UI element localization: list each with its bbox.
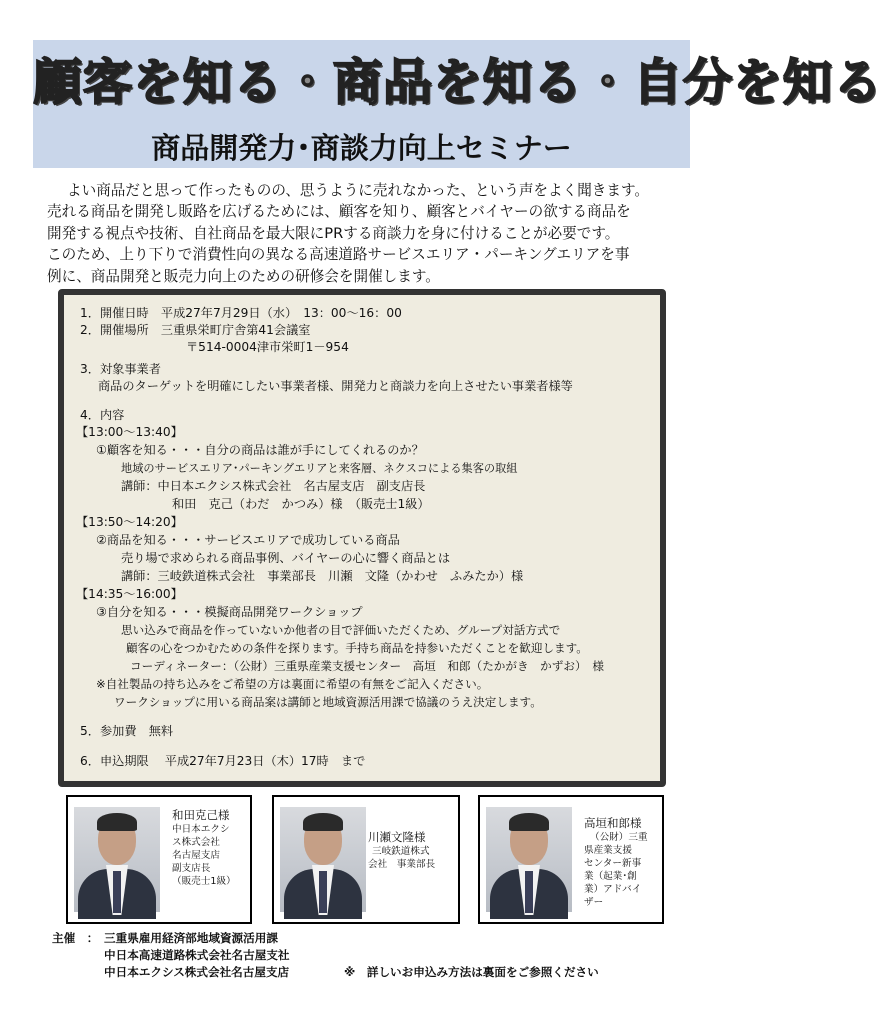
speaker-affiliation: 副支店長 [172, 863, 211, 874]
speaker-affiliation: （販売士1級） [172, 876, 236, 887]
speaker-affiliation: 中日本エクシ [172, 824, 230, 835]
speaker-photo [486, 807, 572, 912]
speaker-affiliation: センター新事 [584, 858, 642, 869]
session3-time: 【14:35～16:00】 [76, 587, 183, 601]
session1-title: ①顧客を知る・・・自分の商品は誰が手にしてくれるのか？ [96, 443, 424, 457]
intro-line: 例に、商品開発と販売力向上のための研修会を開催します。 [47, 267, 440, 285]
speaker-affiliation: （公財）三重 [590, 832, 648, 843]
speaker-name: 和田克己様 [172, 808, 230, 822]
session2-title: ②商品を知る・・・サービスエリアで成功している商品 [96, 533, 400, 547]
application-note: ※ 詳しいお申込み方法は裏面をご参照ください [344, 965, 599, 979]
session1-lecturer: 講師：中日本エクシス株式会社 名古屋支店 副支店長 [121, 479, 426, 493]
event-address: 〒514-0004津市栄町1－954 [186, 340, 349, 354]
event-date: 1．開催日時 平成27年7月29日（水） 13：00～16：00 [80, 306, 402, 320]
session2-lecturer: 講師：三岐鉄道株式会社 事業部長 川瀬 文隆（かわせ ふみたか）様 [121, 569, 524, 583]
intro-line: 売れる商品を開発し販路を広げるためには、顧客を知り、顧客とバイヤーの欲する商品を [47, 203, 631, 221]
session3-desc: 思い込みで商品を作っていないか他者の目で評価いただくため、グループ対話方式で [121, 623, 561, 637]
speaker-affiliation: 業）アドバイ [584, 884, 642, 895]
speaker-photo [74, 807, 160, 912]
speaker-affiliation: ス株式会社 [172, 837, 220, 848]
content-heading: 4．内容 [80, 408, 125, 422]
workshop-note: ワークショップに用いる商品案は講師と地域資源活用課で協議のうえ決定します。 [114, 695, 542, 709]
session1-desc: 地域のサービスエリア･パーキングエリアと来客層、ネクスコによる集客の取組 [121, 462, 518, 475]
speaker-affiliation: 三岐鉄道株式 [372, 846, 430, 857]
session3-title: ③自分を知る・・・模擬商品開発ワークショップ [96, 605, 363, 619]
carry-in-note: ※自社製品の持ち込みをご希望の方は裏面に希望の有無をご記入ください。 [96, 677, 489, 691]
session2-time: 【13:50～14:20】 [76, 515, 183, 529]
speaker-caption [584, 815, 648, 909]
speaker-affiliation: 会社 事業部長 [368, 859, 436, 870]
organizer-name: 中日本エクシス株式会社名古屋支店 [104, 965, 290, 979]
organizer-label: 主催 ： [52, 931, 99, 945]
intro-line: よい商品だと思って作ったものの、思うように売れなかった、という声をよく聞きます。 [67, 182, 650, 199]
intro-line: このため、上り下りで消費性向の異なる高速道路サービスエリア・パーキングエリアを事 [47, 246, 630, 264]
speaker-caption [172, 807, 236, 888]
session3-desc: 顧客の心をつかむための条件を探ります。手持ち商品を持参いただくことを歓迎します。 [126, 641, 588, 655]
application-deadline: 6．申込期限 平成27年7月23日（木）17時 まで [80, 754, 366, 768]
session3-coordinator: コーディネーター：（公財）三重県産業支援センター 高垣 和郎（たかがき かずお） 様 [130, 659, 604, 673]
organizer-name: 中日本高速道路株式会社名古屋支社 [104, 948, 290, 962]
speaker-photo [280, 807, 366, 912]
speaker-card [66, 795, 252, 924]
intro-paragraph [47, 180, 687, 287]
session2-desc: 売り場で求められる商品事例、バイヤーの心に響く商品とは [121, 551, 451, 565]
speaker-card [272, 795, 460, 924]
speaker-card [478, 795, 664, 924]
speaker-affiliation: ザー [584, 897, 604, 908]
speaker-name: 高垣和郎様 [584, 816, 642, 830]
participation-fee: 5．参加費 無料 [80, 724, 174, 738]
event-details-box [58, 289, 666, 787]
target-heading: 3．対象事業者 [80, 362, 161, 376]
speaker-affiliation: 名古屋支店 [172, 850, 220, 861]
speaker-caption [368, 829, 435, 871]
organizer-name: 三重県雇用経済部地域資源活用課 [104, 931, 278, 945]
target-text: 商品のターゲットを明確にしたい事業者様、開発力と商談力を向上させたい事業者様等 [98, 379, 573, 393]
intro-line: 開発する視点や技術、自社商品を最大限にPRする商談力を身に付けることが必要です。 [47, 224, 620, 242]
event-venue: 2．開催場所 三重県栄町庁舎第41会議室 [80, 323, 311, 337]
speaker-name: 川瀬文隆様 [368, 830, 426, 844]
title-banner [33, 40, 883, 168]
session1-time: 【13:00～13:40】 [76, 425, 183, 439]
page-subtitle: 商品開発力･商談力向上セミナー [151, 131, 572, 165]
page-title: 顧客を知る・商品を知る・自分を知る [33, 54, 883, 111]
speaker-affiliation: 県産業支援 [584, 845, 632, 856]
speaker-affiliation: 業（起業･創 [584, 871, 637, 882]
session1-lecturer-name: 和田 克己（わだ かつみ）様 （販売士1級） [172, 497, 430, 511]
